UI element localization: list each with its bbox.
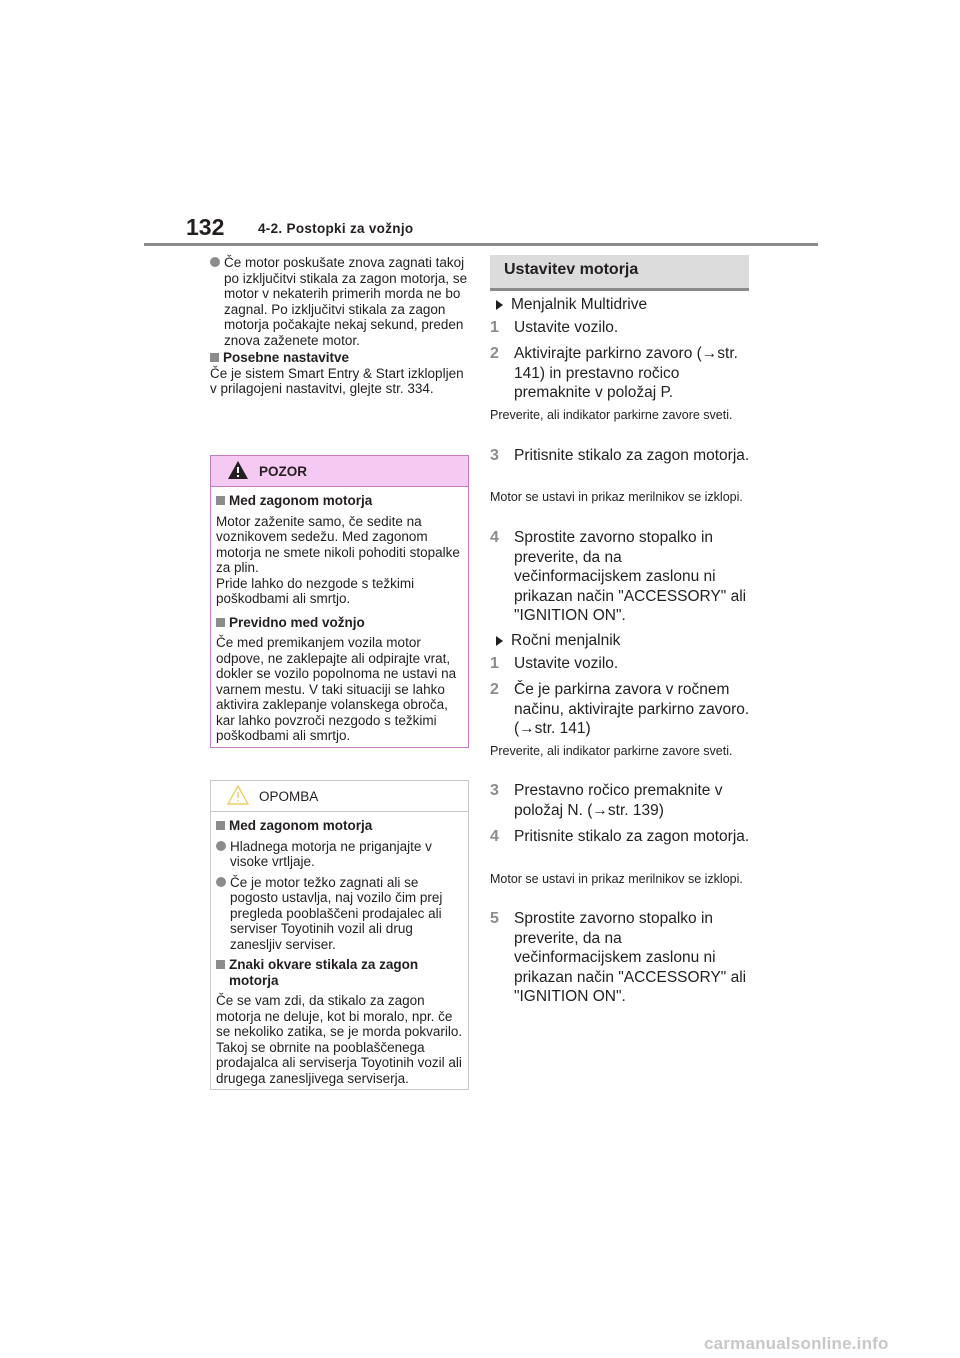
note-title: OPOMBA <box>259 789 319 804</box>
note-box <box>210 780 469 1090</box>
step-number: 4 <box>490 828 499 845</box>
md-step-3 <box>490 446 750 466</box>
note-bullet-1 <box>216 839 464 870</box>
warning-icon <box>227 460 249 480</box>
mt-step-3 <box>490 781 750 820</box>
note-heading-2-text: Znaki okvare stikala za zagon motorja <box>229 957 419 988</box>
square-bullet-icon <box>216 496 225 505</box>
special-settings-text: Če je sistem Smart Entry & Start izklopljen v prilagojeni nastavitvi, glejte str. 334. <box>210 365 464 396</box>
mt-note-4: Motor se ustavi in prikaz merilnikov se izklopi. <box>490 872 743 886</box>
bullet-dot-icon <box>216 841 226 851</box>
triangle-bullet-icon <box>496 636 503 646</box>
note-heading-2 <box>216 957 464 988</box>
step-number: 2 <box>490 681 499 698</box>
mt-step-1 <box>490 654 750 674</box>
step-number: 1 <box>490 319 499 336</box>
multidrive-tag <box>490 296 647 314</box>
section-heading <box>490 255 749 291</box>
bullet-dot-icon <box>216 877 226 887</box>
manual-tag <box>490 632 620 650</box>
square-bullet-icon <box>216 821 225 830</box>
md-note-2: Preverite, ali indikator parkirne zavore sveti. <box>490 408 733 422</box>
caution-header <box>211 456 468 487</box>
restart-bullet <box>210 255 468 348</box>
triangle-bullet-icon <box>496 300 503 310</box>
step-text: Ustavite vozilo. <box>514 655 619 672</box>
note-header <box>211 781 468 812</box>
square-bullet-icon <box>216 618 225 627</box>
mt-note-2: Preverite, ali indikator parkirne zavore sveti. <box>490 744 733 758</box>
watermark: carmanualsonline.info <box>704 1334 889 1353</box>
step-text: Pritisnite stikalo za zagon motorja. <box>514 828 750 845</box>
note-bullet-1-text: Hladnega motorja ne priganjajte v visoke vrtljaje. <box>230 838 432 869</box>
caution-heading-1 <box>216 493 464 509</box>
step-text: Aktivirajte parkirno zavoro (→str. 141) in prestavno ročico premaknite v položaj P. <box>514 345 738 401</box>
caution-body <box>211 487 468 747</box>
step-number: 3 <box>490 782 499 799</box>
square-bullet-icon <box>216 960 225 969</box>
manual-tag-text: Ročni menjalnik <box>511 632 621 649</box>
step-number: 4 <box>490 529 499 546</box>
square-bullet-icon <box>210 353 219 362</box>
caution-text-2: Če med premikanjem vozila motor odpove, ne zaklepajte ali odpirajte vrat, dokler se vozilo popolnoma ne ustavi na varnem mestu. V taki situaciji se lahko aktivira zaklepanje volanskega obroča, kar lahko povzroči nezgodo s težkimi poškodbami ali smrtjo. <box>216 635 457 743</box>
step-text: Sprostite zavorno stopalko in preverite, da na večinformacijskem zaslonu ni prikazan način "ACCESSORY" ali "IGNITION ON". <box>514 529 747 624</box>
caution-heading-1-text: Med zagonom motorja <box>229 493 373 508</box>
md-note-3: Motor se ustavi in prikaz merilnikov se izklopi. <box>490 490 743 504</box>
step-number: 1 <box>490 655 499 672</box>
section-heading-text: Ustavitev motorja <box>504 261 639 278</box>
caution-title: POZOR <box>259 464 308 479</box>
mt-step-4 <box>490 827 750 847</box>
header-rule <box>144 243 818 246</box>
note-body <box>211 812 468 1089</box>
mt-step-5 <box>490 909 750 1007</box>
caution-box <box>210 455 469 748</box>
step-number: 3 <box>490 447 499 464</box>
step-number: 2 <box>490 345 499 362</box>
mt-step-2 <box>490 680 750 739</box>
caution-heading-2-text: Previdno med vožnjo <box>229 614 365 630</box>
page-number: 132 <box>186 214 225 240</box>
left-column <box>210 255 468 397</box>
note-bullet-2-text: Če je motor težko zagnati ali se pogosto ustavlja, naj vozilo čim prej pregleda pooblaščeni prodajalec ali serviser Toyotinih vozil ali drug zanesljiv serviser. <box>230 874 443 952</box>
step-text: Sprostite zavorno stopalko in preverite, da na večinformacijskem zaslonu ni prikazan način "ACCESSORY" ali "IGNITION ON". <box>514 910 747 1005</box>
special-settings-heading <box>210 350 468 366</box>
special-settings-title: Posebne nastavitve <box>223 350 350 365</box>
caution-text-1: Motor zaženite samo, če sedite na voznikovem sedežu. Med zagonom motorja ne smete nikoli pohoditi stopalke za plin. Pride lahko do nezgode s težkimi poškodbami ali smrtjo. <box>216 513 460 606</box>
caution-heading-2 <box>216 615 464 631</box>
step-text: Prestavno ročico premaknite v položaj N. (→str. 139) <box>514 782 723 819</box>
caution-outline-icon <box>227 785 249 805</box>
step-text: Ustavite vozilo. <box>514 319 619 336</box>
note-heading-1-text: Med zagonom motorja <box>229 818 373 833</box>
step-text: Če je parkirna zavora v ročnem načinu, aktivirajte parkirno zavoro. (→str. 141) <box>514 681 750 737</box>
note-text-2: Če se vam zdi, da stikalo za zagon motorja ne deluje, kot bi moralo, npr. če se nekoliko zatika, se je morda pokvarilo. Takoj se obrnite na pooblaščenega prodajalca ali serviserja Toyotinih vozil ali drugega zanesljivega serviserja. <box>216 993 463 1086</box>
bullet-dot-icon <box>210 257 220 267</box>
md-step-4 <box>490 528 750 626</box>
md-step-1 <box>490 318 750 338</box>
step-text: Pritisnite stikalo za zagon motorja. <box>514 447 750 464</box>
md-step-2 <box>490 344 750 403</box>
step-number: 5 <box>490 910 499 927</box>
note-bullet-2 <box>216 875 464 953</box>
multidrive-tag-text: Menjalnik Multidrive <box>511 296 648 313</box>
restart-bullet-text: Če motor poskušate znova zagnati takoj po izključitvi stikala za zagon motorja, se motor v nekaterih primerih morda ne bo zagnal. Po izključitvi stikala za zagon motorja počakajte nekaj sekund, preden znova zaženete motor. <box>224 255 468 348</box>
note-heading-1 <box>216 818 464 834</box>
section-title: 4-2. Postopki za vožnjo <box>258 221 414 236</box>
